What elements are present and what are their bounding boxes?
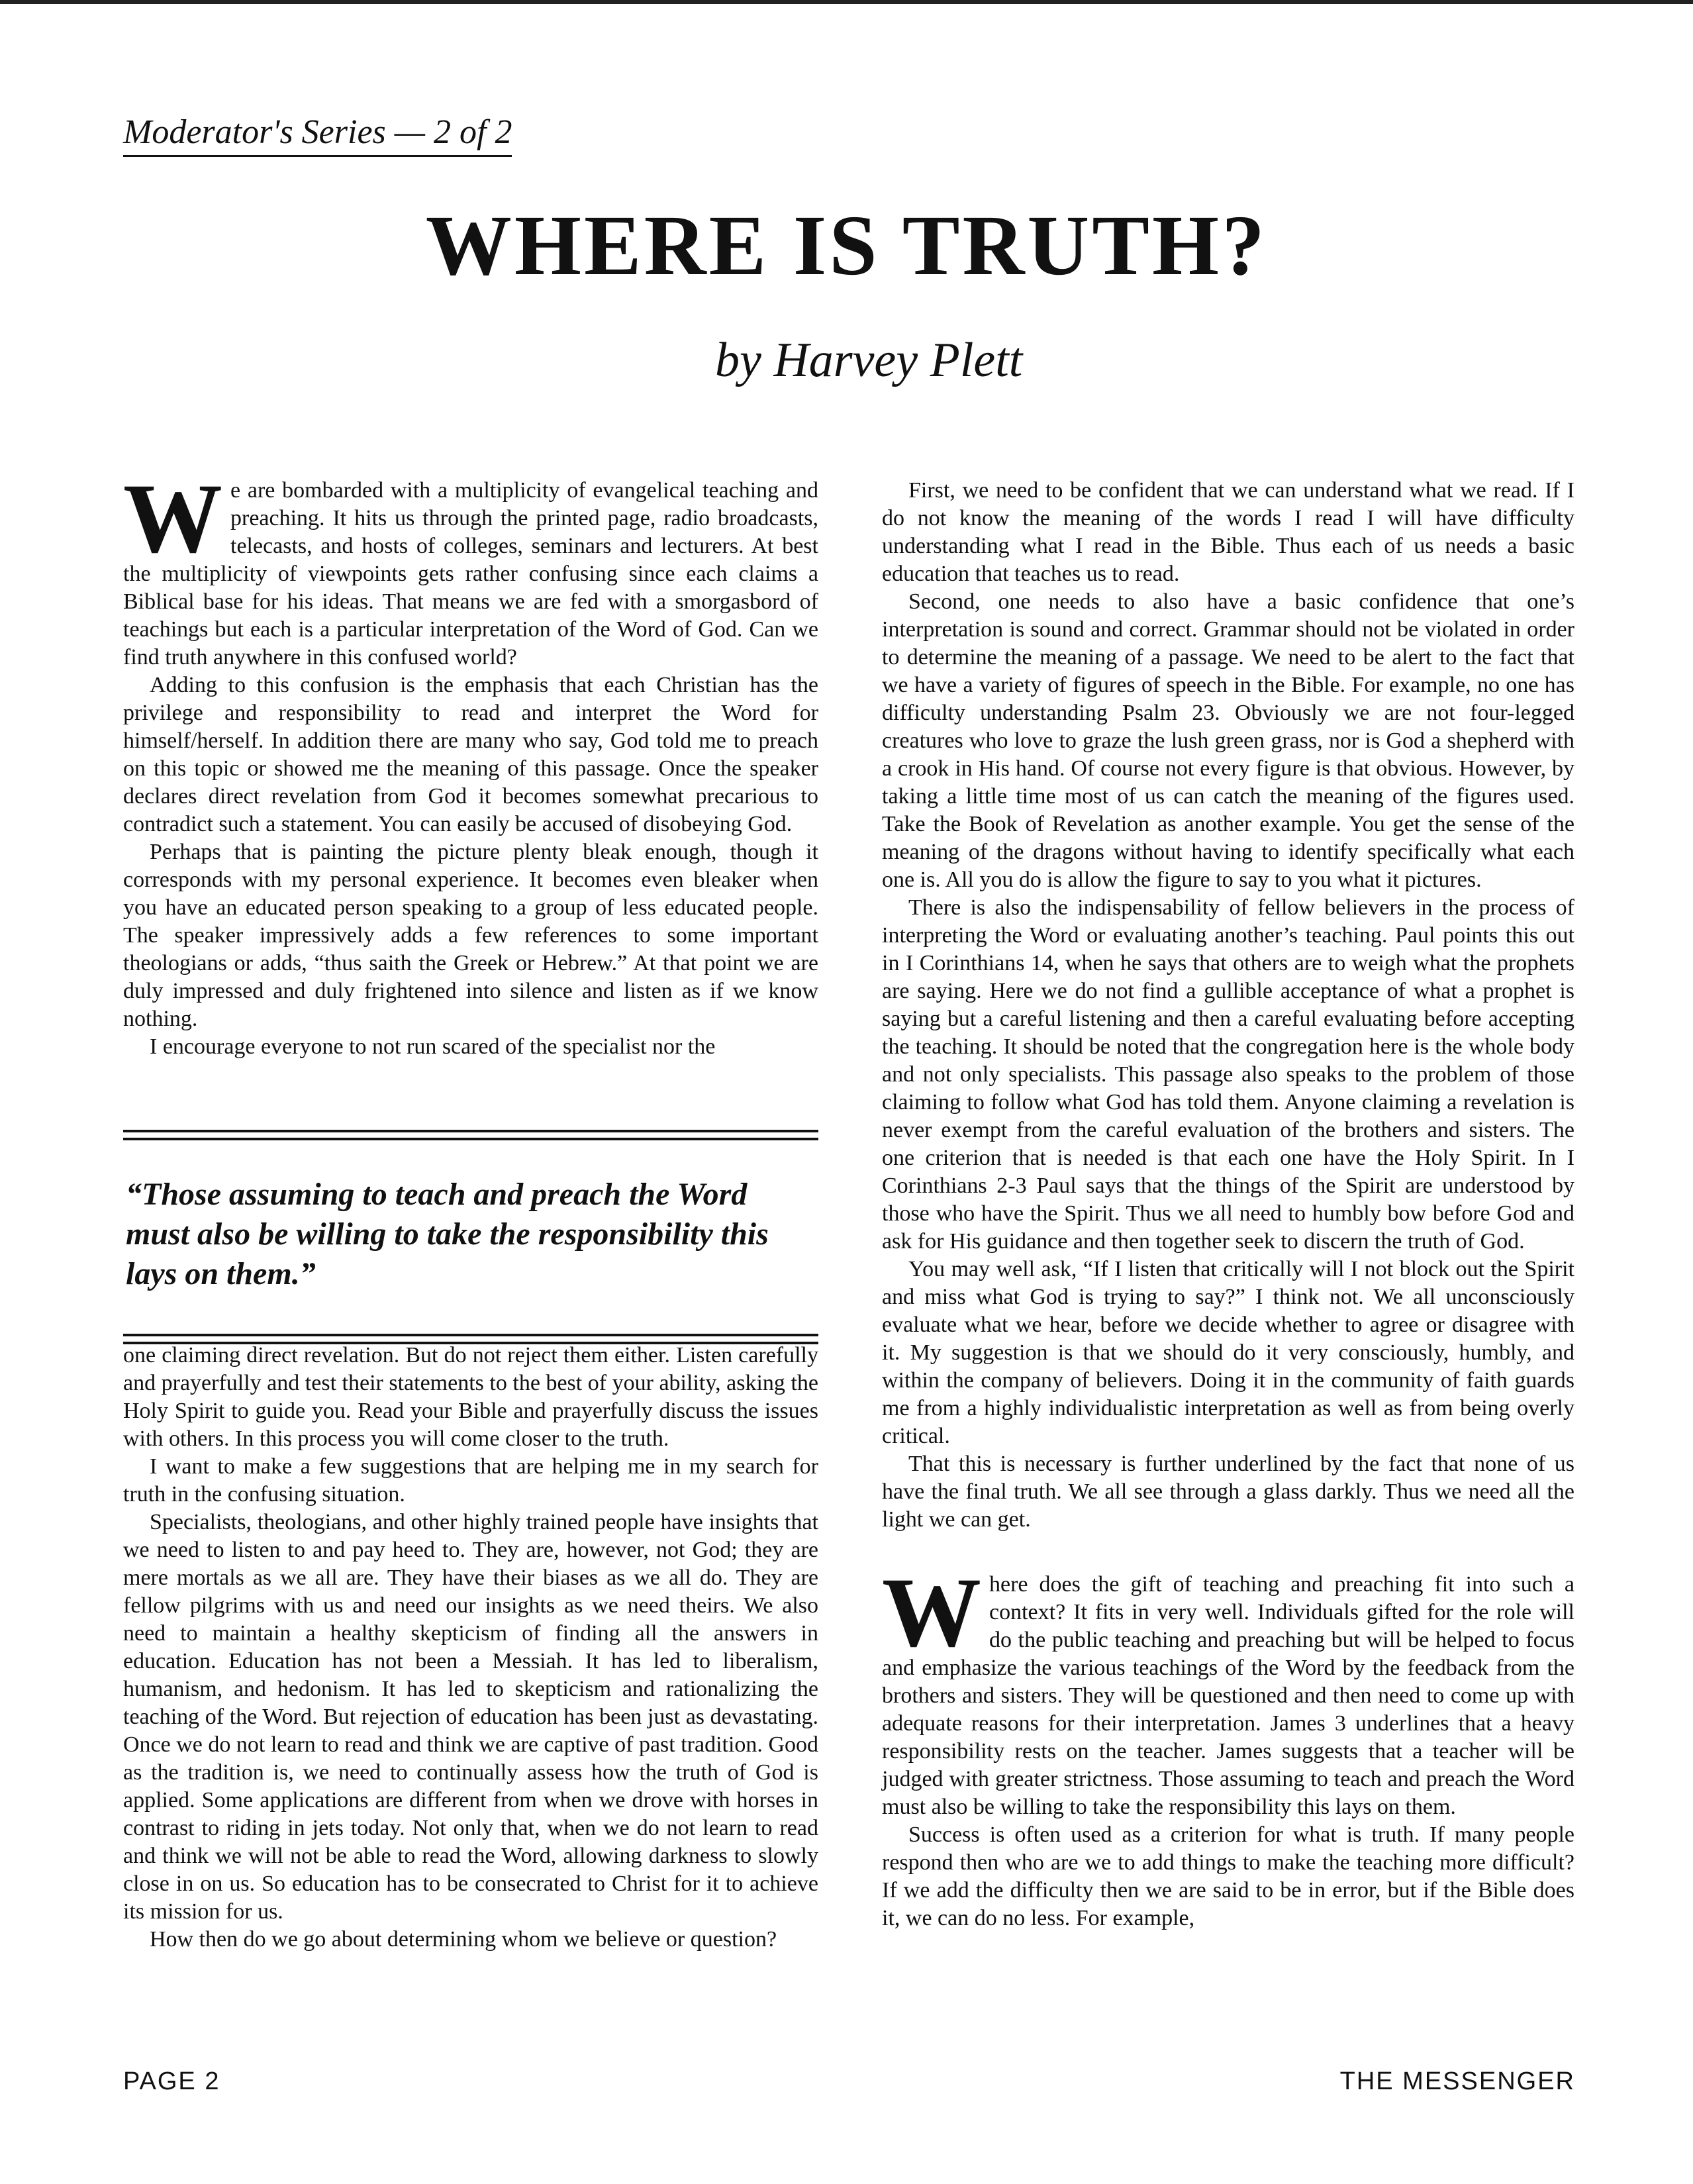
right-column (882, 477, 1574, 1932)
paragraph: Adding to this confusion is the emphasis that each Christian has the privilege and responsibility to read and interpret the Word for himself/herself. In addition there are many who say, God told me to preach on this topic or showed me the meaning of this passage. Once the speaker declares direct revelation from God it becomes somewhat precarious to contradict such a statement. You can easily be accused of disobeying God. (123, 673, 818, 836)
paragraph: First, we need to be confident that we can understand what we read. If I do not know the meaning of the words I read I will have difficulty understanding what I read in the Bible. Thus each of us needs a basic education that teaches us to read. (882, 478, 1574, 586)
top-border (0, 0, 1693, 4)
left-column-bottom (123, 1342, 818, 1954)
article-title: WHERE IS TRUTH? (425, 198, 1268, 293)
paragraph: There is also the indispensability of fellow believers in the process of interpreting the Word or evaluating another’s teaching. Paul points this out in I Corinthians 14, when he says that others are to weigh what the prophets are saying. Here we do not find a gullible acceptance of what a prophet is saying but a careful listening and then a careful evaluating before accepting the teaching. It should be noted that the congregation here is the whole body and not only specialists. This passage also speaks to the problem of those claiming to follow what God has told them. Anyone claiming a revelation is never exempt from the careful evaluation of the brothers and sisters. The one criterion that is needed is that each one have the Holy Spirit. In I Corinthians 2-3 Paul says that the things of the Spirit are understood by those who have the Spirit. Thus we all need to humbly bow before God and ask for His guidance and then together seek to discern the truth of God. (882, 895, 1574, 1254)
paragraph: How then do we go about determining whom we believe or question? (150, 1927, 777, 1952)
paragraph: Perhaps that is painting the picture plenty bleak enough, though it corresponds with my personal experience. It becomes even bleaker when you have an educated person speaking to a group of less educated people. The speaker impressively adds a few references to some important theologians or adds, “thus saith the Greek or Hebrew.” At that point we are duly impressed and duly frightened into silence and listen as if we know nothing. (123, 840, 818, 1031)
left-column-top (123, 464, 818, 1061)
drop-cap: W (882, 1558, 981, 1667)
paragraph-text: e are bombarded with a multiplicity of evangelical teaching and preaching. It hits us through the printed page, radio broadcasts, telecasts, and hosts of colleges, seminars and lecturers. At best the multiplicity of viewpoints gets rather confusing since each claims a Biblical base for his ideas. That means we are fed with a smorgasbord of teachings but each is a particular interpretation of the Word of God. Can we find truth anywhere in this confused world? (123, 478, 818, 670)
publication-name: THE MESSENGER (1339, 2067, 1575, 2095)
paragraph-text: here does the gift of teaching and preaching fit into such a context? It fits in very well. Individuals gifted for the role will do the public teaching and preaching but will be helped to focus and emphasize the various teachings of the Word by the feedback from the brothers and sisters. They will be questioned and then need to come up with adequate reasons for their interpretation. James 3 underlines that a heavy responsibility rests on the teacher. James suggests that a teacher will be judged with greater strictness. Those assuming to teach and preach the Word must also be willing to take the responsibility this lays on them. (882, 1572, 1574, 1819)
byline: by Harvey Plett (715, 333, 1023, 387)
paragraph (882, 1558, 1574, 1821)
pull-quote-top-rule (123, 1130, 818, 1140)
series-label: Moderator's Series — 2 of 2 (123, 113, 512, 157)
paragraph: Success is often used as a criterion for what is truth. If many people respond then who are we to add things to make the teaching more difficult? If we add the difficulty then we are said to be in error, but if the Bible does it, we can do no less. For example, (882, 1822, 1574, 1930)
drop-cap: W (123, 464, 222, 573)
page-number: PAGE 2 (123, 2067, 220, 2095)
paragraph: You may well ask, “If I listen that critically will I not block out the Spirit and miss what God is trying to say?” I think not. We all unconsciously evaluate what we hear, before we decide whether to agree or disagree with it. My suggestion is that we should do it very consciously, humbly, and within the company of believers. Doing it in the community of faith guards me from a highly individualistic interpretation as well as from being overly critical. (882, 1257, 1574, 1448)
paragraph: That this is necessary is further underlined by the fact that none of us have the final truth. We all see through a glass darkly. Thus we need all the light we can get. (882, 1452, 1574, 1532)
paragraph: one claiming direct revelation. But do not reject them either. Listen carefully and prayerfully and test their statements to the best of your ability, asking the Holy Spirit to guide you. Read your Bible and prayerfully discuss the issues with others. In this process you will come closer to the truth. (123, 1343, 818, 1451)
paragraph: Specialists, theologians, and other highly trained people have insights that we need to listen to and pay heed to. They are, however, not God; they are mere mortals as we all are. They have their biases as we all do. They are fellow pilgrims with us and need our insights as we need theirs. We also need to maintain a healthy skepticism of finding all the answers in education. Education has not been a Messiah. It has led to liberalism, humanism, and hedonism. It has led to skepticism and rationalizing the teaching of the Word. But rejection of education has been just as devastating. Once we do not learn to read and think we are captive of past tradition. Good as the tradition is, we need to continually assess how the truth of God is applied. Some applications are different from when we drove with horses in contrast to riding in jets today. Not only that, when we do not learn to read and think we will not be able to read the Word, allowing darkness to slowly close in on us. So education has to be consecrated to Christ for it to achieve its mission for us. (123, 1510, 818, 1924)
paragraph: Second, one needs to also have a basic confidence that one’s interpretation is sound and correct. Grammar should not be violated in order to determine the meaning of a passage. We need to be alert to the fact that we have a variety of figures of speech in the Bible. For example, no one has difficulty understanding Psalm 23. Obviously we are not four-legged creatures who love to graze the lush green grass, nor is God a shepherd with a crook in His hand. Of course not every figure is that obvious. However, by taking a little time most of us can catch the meaning of the figures used. Take the Book of Revelation as another example. You get the sense of the meaning of the dragons without having to identify specifically what each one is. All you do is allow the figure to say to you what it pictures. (882, 589, 1574, 892)
pull-quote-text: “Those assuming to teach and preach the Word must also be willing to take the responsibility this lays on them.” (126, 1177, 769, 1291)
pull-quote (123, 1130, 818, 1344)
paragraph: I want to make a few suggestions that are helping me in my search for truth in the confusing situation. (123, 1454, 818, 1507)
paragraph (123, 464, 818, 671)
paragraph: I encourage everyone to not run scared of the specialist nor the (150, 1034, 716, 1059)
